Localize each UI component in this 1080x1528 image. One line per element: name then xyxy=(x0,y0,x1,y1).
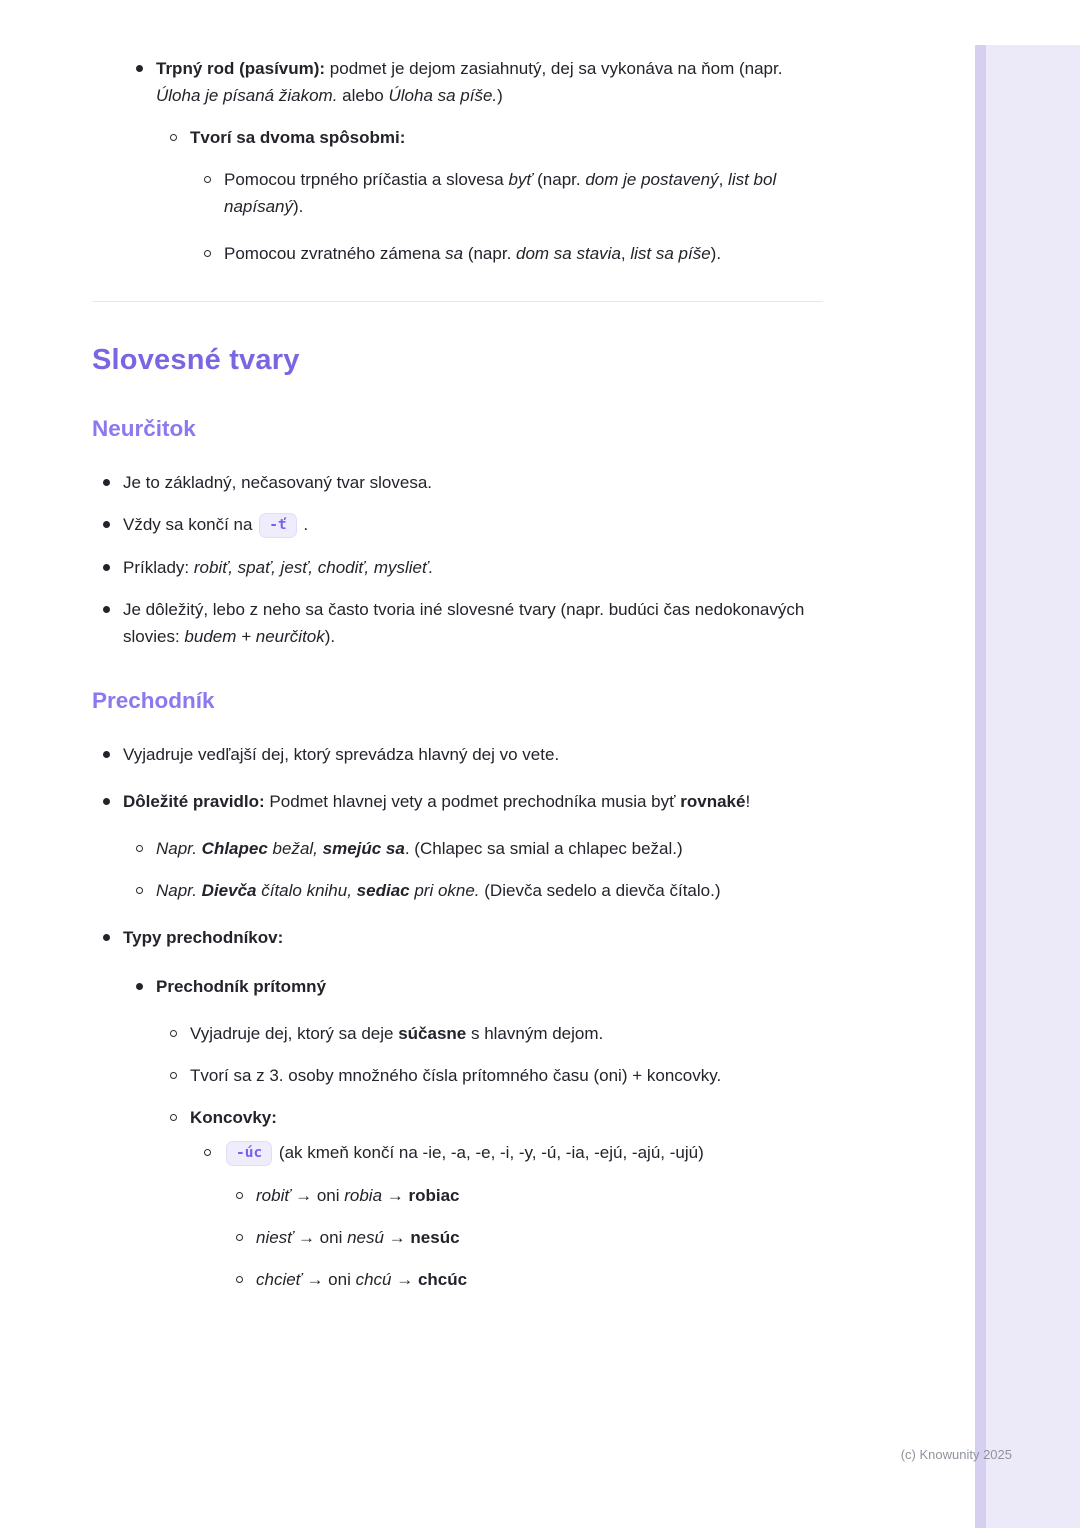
text-segment: , xyxy=(718,170,729,189)
text-segment: robiac xyxy=(408,1186,460,1205)
text-segment: nesúc xyxy=(410,1228,460,1247)
text-segment: Vyjadruje dej, ktorý sa deje xyxy=(190,1024,399,1043)
text-segment: , xyxy=(620,244,631,263)
text-segment: robia xyxy=(344,1186,383,1205)
circle-bullet-icon xyxy=(136,887,143,894)
text-segment: bežal, xyxy=(267,839,323,858)
code-chip: -ť xyxy=(259,513,296,538)
text-segment: → oni xyxy=(290,1186,345,1205)
list-item-text xyxy=(156,877,823,904)
list-item-example-robiac xyxy=(256,1182,823,1209)
text-segment: smejúc sa xyxy=(322,839,405,858)
page-title: Slovesné tvary xyxy=(92,344,300,376)
bullet-icon xyxy=(103,564,110,571)
list-item xyxy=(123,596,823,650)
text-segment: Napr. xyxy=(156,881,202,900)
text-segment: dom sa stavia xyxy=(516,244,621,263)
text-segment: chcú xyxy=(355,1270,392,1289)
text-segment: (napr. xyxy=(532,170,586,189)
text-segment: . xyxy=(298,515,309,534)
text-segment: sediac xyxy=(356,881,410,900)
bullet-icon xyxy=(103,479,110,486)
text-segment: niesť xyxy=(256,1228,294,1247)
circle-bullet-icon xyxy=(170,1072,177,1079)
circle-bullet-icon xyxy=(136,845,143,852)
list-item-example-chlapec xyxy=(156,835,823,862)
text-segment: dom je postavený xyxy=(585,170,719,189)
text-segment: robiť, spať, jesť, chodiť, myslieť xyxy=(193,558,429,577)
text-segment: Tvorí sa z 3. osoby množného čísla prítomného času (oni) + koncovky. xyxy=(190,1066,722,1085)
divider xyxy=(92,301,823,302)
text-segment: (napr. xyxy=(463,244,517,263)
circle-bullet-icon xyxy=(170,1030,177,1037)
list-item-text xyxy=(224,1139,823,1167)
list-item-trpny-rod xyxy=(156,55,823,109)
circle-bullet-icon xyxy=(204,1149,211,1156)
text-segment: byť xyxy=(508,170,533,189)
text-segment: → oni xyxy=(293,1228,348,1247)
text-segment: → xyxy=(391,1270,418,1289)
bullet-icon xyxy=(103,798,110,805)
list-item-pomocou-pricastia xyxy=(224,166,823,220)
bullet-icon xyxy=(103,521,110,528)
text-segment: Koncovky: xyxy=(190,1108,277,1127)
list-item-uc-rule xyxy=(224,1139,823,1167)
text-segment: nesú xyxy=(347,1228,384,1247)
list-item-prechodnik-pritomny xyxy=(156,973,823,1000)
text-segment: chcúc xyxy=(417,1270,468,1289)
text-segment: s hlavným dejom. xyxy=(466,1024,604,1043)
list-item-text xyxy=(156,835,823,862)
bullet-icon xyxy=(103,751,110,758)
text-segment: Trpný rod (pasívum): xyxy=(156,59,326,78)
list-item-text xyxy=(123,554,823,581)
list-item-text xyxy=(256,1266,823,1293)
text-segment: chcieť xyxy=(256,1270,302,1289)
text-segment: podmet je dejom zasiahnutý, dej sa vykonáva na ňom (napr. xyxy=(325,59,783,78)
circle-bullet-icon xyxy=(236,1192,243,1199)
text-segment: Dôležité pravidlo: xyxy=(123,792,265,811)
text-segment: Podmet hlavnej vety a podmet prechodníka musia byť xyxy=(264,792,681,811)
text-segment: → xyxy=(382,1186,409,1205)
circle-bullet-icon xyxy=(170,1114,177,1121)
prechodnik-list xyxy=(0,741,1080,1293)
text-segment: sa xyxy=(445,244,464,263)
text-segment: Chlapec xyxy=(201,839,268,858)
watermark: (c) Knowunity 2025 xyxy=(900,1447,1012,1462)
list-item-text xyxy=(123,741,823,768)
list-item-text xyxy=(123,596,823,650)
bullet-icon xyxy=(103,934,110,941)
list-item-text xyxy=(190,1104,823,1131)
text-segment: pri okne. xyxy=(409,881,480,900)
list-item-text xyxy=(190,124,823,151)
list-item-text xyxy=(156,55,823,109)
text-segment: . xyxy=(428,558,433,577)
text-segment: (Dievča sedelo a dievča čítalo.) xyxy=(479,881,721,900)
circle-bullet-icon xyxy=(204,250,211,257)
text-segment: Úloha je písaná žiakom. xyxy=(156,86,338,105)
text-segment: list sa píše xyxy=(630,244,711,263)
list-item-text xyxy=(256,1182,823,1209)
text-segment: (ak kmeň končí na -ie, -a, -e, -i, -y, -ú, -ia, -ejú, -ajú, -ujú) xyxy=(274,1143,704,1162)
text-segment: Dievča xyxy=(201,881,257,900)
circle-bullet-icon xyxy=(236,1276,243,1283)
text-segment: Úloha sa píše. xyxy=(388,86,498,105)
list-item-example-dievca xyxy=(156,877,823,904)
neurcitok-list xyxy=(0,469,1080,650)
list-item-dolezite-pravidlo xyxy=(123,788,823,815)
list-item-text xyxy=(256,1224,823,1251)
list-item-koncovky xyxy=(190,1104,823,1131)
list-item-tvori-sa xyxy=(190,124,823,151)
text-segment: Typy prechodníkov: xyxy=(123,928,284,947)
bullet-icon xyxy=(103,606,110,613)
list-item xyxy=(190,1020,823,1047)
text-segment: list bol napísaný xyxy=(224,170,777,216)
text-segment: → xyxy=(383,1228,411,1247)
list-item-text xyxy=(123,469,823,496)
intro-list xyxy=(0,55,1080,267)
list-item-text xyxy=(224,240,823,267)
list-item xyxy=(123,469,823,496)
text-segment: → oni xyxy=(301,1270,356,1289)
text-segment: Napr. xyxy=(156,839,202,858)
list-item xyxy=(123,741,823,768)
text-segment: Vyjadruje vedľajší dej, ktorý sprevádza hlavný dej vo vete. xyxy=(123,745,560,764)
text-segment: Pomocou trpného príčastia a slovesa xyxy=(224,170,509,189)
text-segment: ). xyxy=(710,244,722,263)
text-segment: Prechodník prítomný xyxy=(156,977,327,996)
section-heading-prechodnik: Prechodník xyxy=(92,688,215,713)
circle-bullet-icon xyxy=(236,1234,243,1241)
list-item-text xyxy=(190,1062,823,1089)
list-item xyxy=(190,1062,823,1089)
text-segment: ! xyxy=(745,792,751,811)
list-item-text xyxy=(123,788,823,815)
list-item-example-nesuc xyxy=(256,1224,823,1251)
list-item-text xyxy=(123,511,823,539)
text-segment: budem + neurčitok xyxy=(184,627,325,646)
text-segment: rovnaké xyxy=(680,792,746,811)
list-item-text xyxy=(224,166,823,220)
list-item xyxy=(123,554,823,581)
code-chip: -úc xyxy=(226,1141,272,1166)
text-segment: robiť xyxy=(256,1186,291,1205)
bullet-icon xyxy=(136,65,143,72)
text-segment: Je to základný, nečasovaný tvar slovesa. xyxy=(123,473,432,492)
list-item-text xyxy=(190,1020,823,1047)
bullet-icon xyxy=(136,983,143,990)
list-item-example-chcuc xyxy=(256,1266,823,1293)
text-segment: čítalo knihu, xyxy=(256,881,357,900)
circle-bullet-icon xyxy=(170,134,177,141)
list-item-pomocou-zamena xyxy=(224,240,823,267)
text-segment: Tvorí sa dvoma spôsobmi: xyxy=(190,128,406,147)
text-segment: Príklady: xyxy=(123,558,194,577)
text-segment: súčasne xyxy=(398,1024,467,1043)
text-segment: ). xyxy=(324,627,336,646)
section-heading-neurcitok: Neurčitok xyxy=(92,416,196,441)
circle-bullet-icon xyxy=(204,176,211,183)
list-item xyxy=(123,511,823,539)
list-item-typy xyxy=(123,924,823,951)
text-segment: Je dôležitý, lebo z neho sa často tvoria iné slovesné tvary (napr. budúci čas nedokonavých slovies: xyxy=(123,600,805,646)
text-segment: ) xyxy=(497,86,503,105)
list-item-text xyxy=(123,924,823,951)
text-segment: alebo xyxy=(337,86,389,105)
text-segment: Vždy sa končí na xyxy=(123,515,258,534)
text-segment: ). xyxy=(293,197,304,216)
text-segment: Pomocou zvratného zámena xyxy=(224,244,446,263)
list-item-text xyxy=(156,973,823,1000)
text-segment: . (Chlapec sa smial a chlapec bežal.) xyxy=(404,839,683,858)
